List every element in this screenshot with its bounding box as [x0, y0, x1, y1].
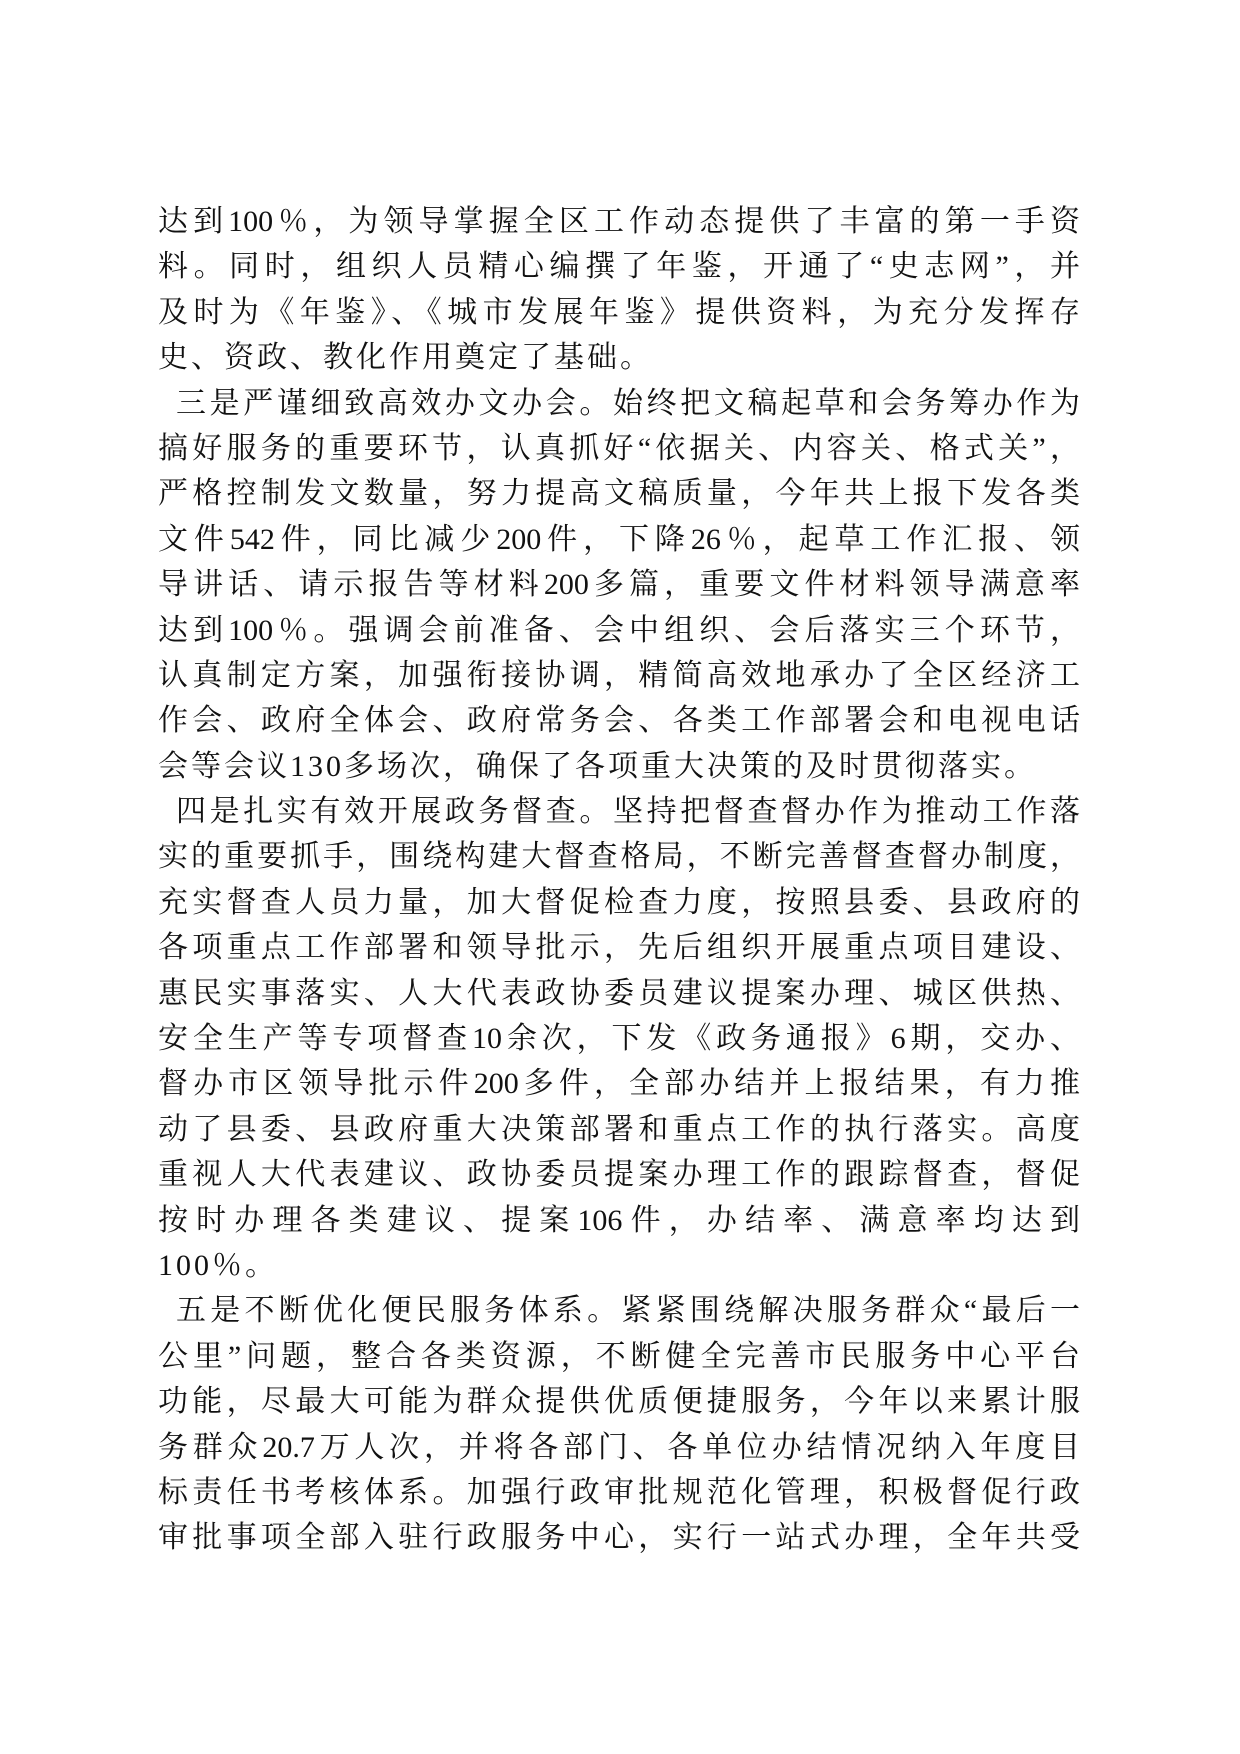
paragraph [158, 789, 1080, 1288]
text-line: 惠民实事落实、人大代表政协委员建议提案办理、城区供热、 [158, 976, 1080, 1010]
text-line: 重视人大代表建议、政协委员提案办理工作的跟踪督查，督促 [158, 1158, 1080, 1192]
text-line: 督办市区领导批示件200多件，全部办结并上报结果，有力推 [158, 1067, 1080, 1101]
text-line: 100％。 [158, 1248, 278, 1282]
text-line: 及时为《年鉴》、《城市发展年鉴》提供资料，为充分发挥存 [158, 295, 1080, 329]
text-line: 公里”问题，整合各类资源，不断健全完善市民服务中心平台 [158, 1339, 1080, 1373]
text-line: 达到100％。强调会前准备、会中组织、会后落实三个环节， [158, 613, 1080, 647]
text-line: 按时办理各类建议、提案106件，办结率、满意率均达到 [158, 1203, 1080, 1237]
text-line: 安全生产等专项督查10余次，下发《政务通报》6期，交办、 [158, 1022, 1080, 1056]
text-line: 作会、政府全体会、政府常务会、各类工作部署会和电视电话 [158, 704, 1080, 738]
text-line: 充实督查人员力量，加大督促检查力度，按照县委、县政府的 [158, 885, 1080, 919]
text-line: 动了县委、县政府重大决策部署和重点工作的执行落实。高度 [158, 1112, 1080, 1146]
text-line: 文件542件，同比减少200件，下降26％，起草工作汇报、领 [158, 522, 1080, 556]
text-line: 各项重点工作部署和领导批示，先后组织开展重点项目建设、 [158, 931, 1080, 965]
text-line: 料。同时，组织人员精心编撰了年鉴，开通了“史志网”，并 [158, 250, 1080, 284]
text-line: 严格控制发文数量，努力提高文稿质量，今年共上报下发各类 [158, 477, 1080, 511]
text-line: 务群众20.7万人次，并将各部门、各单位办结情况纳入年度目 [158, 1430, 1080, 1464]
text-line: 认真制定方案，加强衔接协调，精简高效地承办了全区经济工 [158, 658, 1080, 692]
paragraph [158, 199, 1080, 381]
text-line: 四是扎实有效开展政务督查。坚持把督查督办作为推动工作落 [176, 795, 1080, 829]
document-page [158, 199, 1080, 1561]
text-line: 审批事项全部入驻行政服务中心，实行一站式办理，全年共受 [158, 1521, 1080, 1555]
text-line: 达到100％，为领导掌握全区工作动态提供了丰富的第一手资 [158, 205, 1080, 238]
paragraph [158, 381, 1080, 790]
paragraph [158, 1288, 1080, 1560]
text-line: 导讲话、请示报告等材料200多篇，重要文件材料领导满意率 [158, 568, 1080, 602]
text-line: 三是严谨细致高效办文办会。始终把文稿起草和会务筹办作为 [176, 386, 1080, 420]
text-line: 搞好服务的重要环节，认真抓好“依据关、内容关、格式关”， [158, 431, 1080, 465]
text-line: 会等会议130多场次，确保了各项重大决策的及时贯彻落实。 [158, 749, 1037, 783]
text-line: 标责任书考核体系。加强行政审批规范化管理，积极督促行政 [158, 1475, 1080, 1509]
text-line: 五是不断优化便民服务体系。紧紧围绕解决服务群众“最后一 [176, 1294, 1080, 1328]
text-line: 实的重要抓手，围绕构建大督查格局，不断完善督查督办制度， [158, 840, 1080, 874]
text-line: 功能，尽最大可能为群众提供优质便捷服务，今年以来累计服 [158, 1385, 1080, 1419]
text-line: 史、资政、教化作用奠定了基础。 [158, 341, 653, 375]
